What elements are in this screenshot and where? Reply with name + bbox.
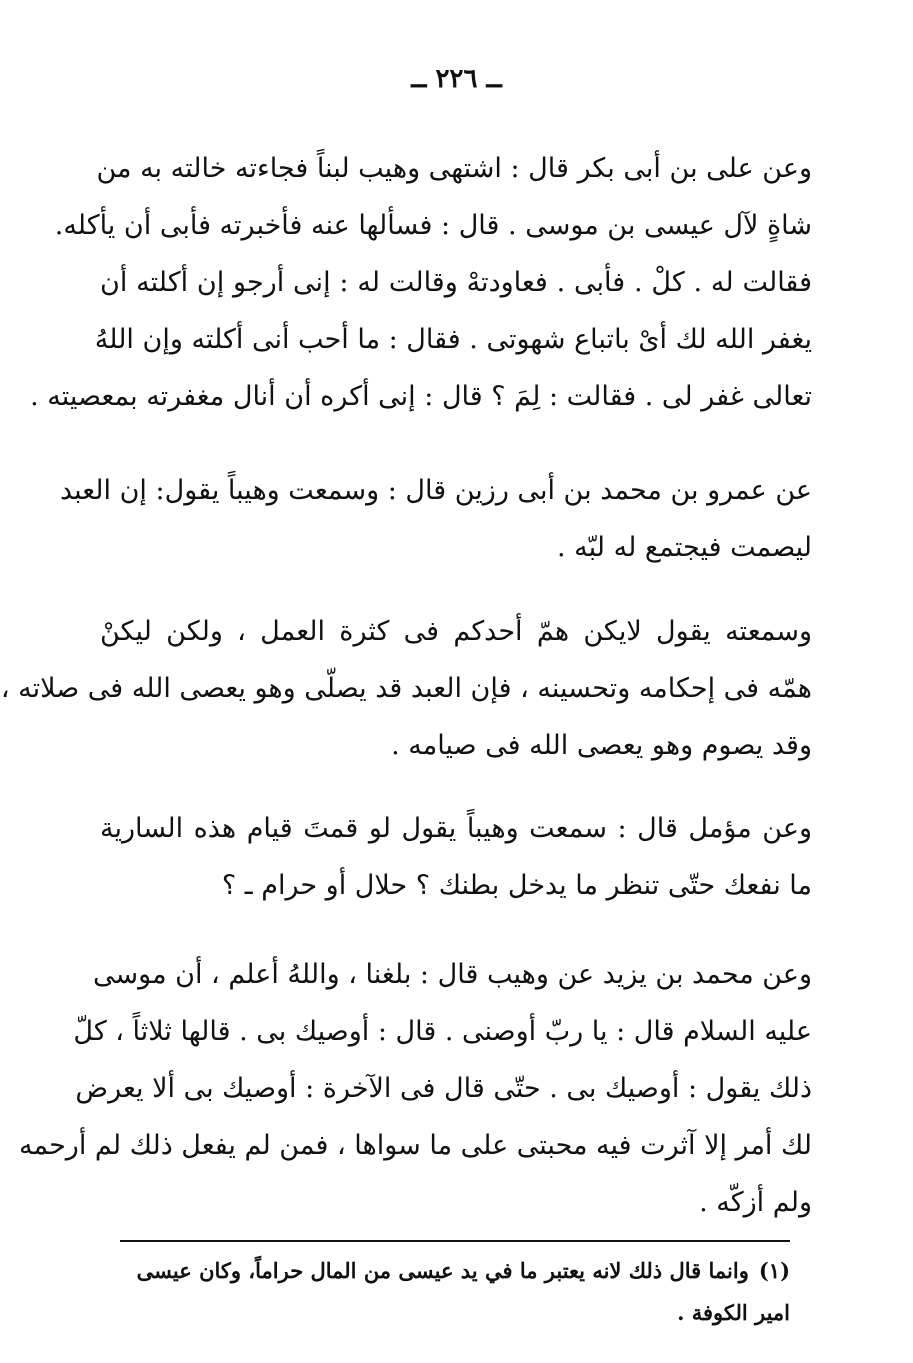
- text-line: ما نفعك حتّى تنظر ما يدخل بطنك ؟ حلال أو حرام ـ ؟: [221, 870, 812, 901]
- text-line: همّه فى إحكامه وتحسينه ، فإن العبد قد يصلّى وهو يعصى الله فى صلاته ،: [0, 673, 812, 704]
- text-line: يغفر الله لك أىْ باتباع شهوتى . فقال : ما أحب أنى أكلته وإن اللهُ: [94, 324, 812, 355]
- paragraph-1: [30, 140, 812, 425]
- text-line: عن عمرو بن محمد بن أبى رزين قال : وسمعت وهيباً يقول: إن العبد: [59, 475, 812, 506]
- text-line: ولم أزكّه .: [699, 1187, 812, 1218]
- text-line: وعن مؤمل قال : سمعت وهيباً يقول لو قمتَ قيام هذه السارية: [100, 813, 812, 844]
- paragraph-3: [0, 603, 812, 774]
- text-line: عليه السلام قال : يا ربّ أوصنى . قال : أوصيك بى . قالها ثلاثاً ، كلّ: [73, 1016, 812, 1047]
- paragraph-4: [100, 800, 812, 914]
- text-line: فقالت له . كلْ . فأبى . فعاودتهْ وقالت له : إنى أرجو إن أكلته أن: [100, 267, 812, 298]
- text-line: وعن محمد بن يزيد عن وهيب قال : بلغنا ، واللهُ أعلم ، أن موسى: [93, 959, 812, 990]
- page-number: ــ ٢٢٦ ــ: [411, 64, 502, 94]
- footnote-divider: [120, 1240, 790, 1242]
- text-line: لك أمر إلا آثرت فيه محبتى على ما سواها ، فمن لم يفعل ذلك لم أرحمه: [19, 1130, 812, 1161]
- footnote: [130, 1250, 790, 1334]
- footnote-number: (١): [758, 1258, 790, 1283]
- paragraph-2: [59, 462, 812, 576]
- text-line: ذلك يقول : أوصيك بى . حتّى قال فى الآخرة : أوصيك بى ألا يعرض: [75, 1073, 812, 1104]
- footnote-text: وانما قال ذلك لانه يعتبر ما في يد عيسى من المال حراماً، وكان عيسى: [136, 1258, 749, 1283]
- paragraph-5: [19, 946, 812, 1231]
- footnote-line: امير الكوفة .: [677, 1300, 790, 1325]
- text-line: وسمعته يقول لايكن همّ أحدكم فى كثرة العمل ، ولكن ليكنْ: [100, 616, 812, 647]
- text-line: وقد يصوم وهو يعصى الله فى صيامه .: [391, 730, 812, 761]
- text-line: ليصمت فيجتمع له لبّه .: [557, 532, 812, 563]
- text-line: وعن على بن أبى بكر قال : اشتهى وهيب لبناً فجاءته خالته به من: [96, 153, 812, 184]
- footnote-line: [130, 1250, 790, 1292]
- text-line: شاةٍ لآل عيسى بن موسى . قال : فسألها عنه فأخبرته فأبى أن يأكله.: [54, 210, 812, 241]
- text-line: تعالى غفر لى . فقالت : لِمَ ؟ قال : إنى أكره أن أنال مغفرته بمعصيته .: [30, 381, 812, 412]
